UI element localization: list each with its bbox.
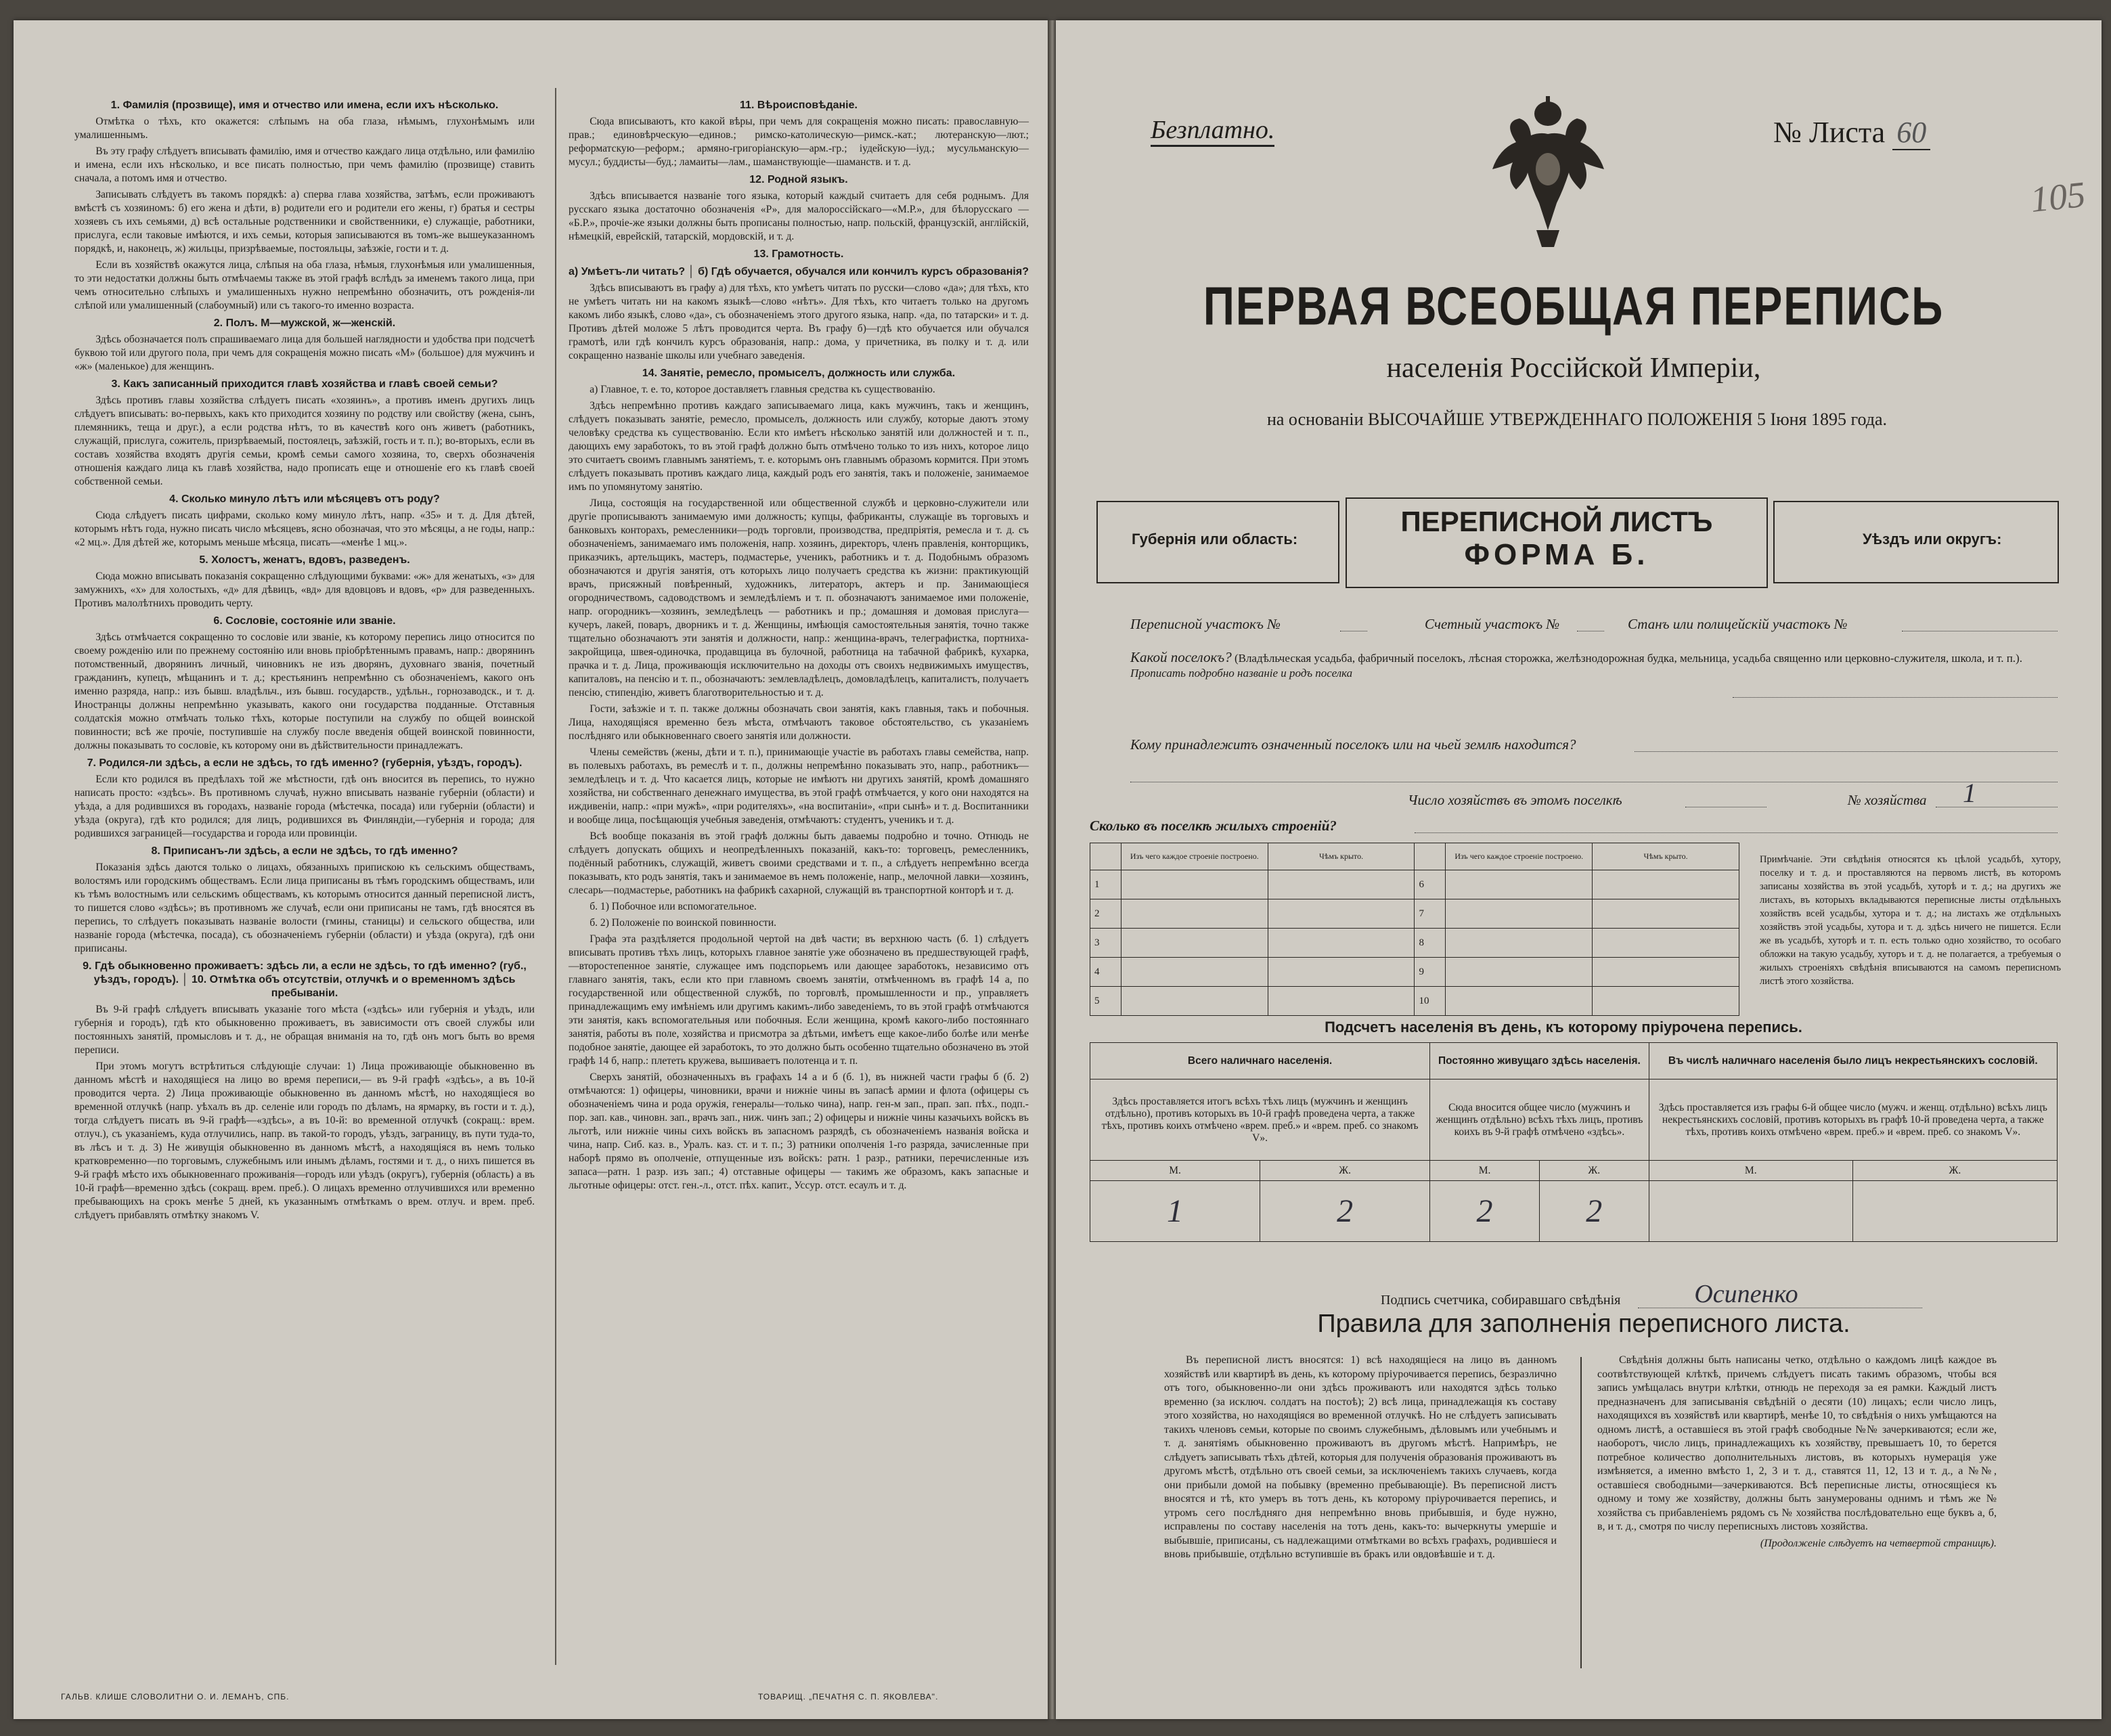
instruction-paragraph: Въ эту графу слѣдуетъ вписывать фамилію, имя и отчество каждаго лица отдѣльно, или фамилію и имена, если ихъ нѣсколько, и все писать полностью, при чемъ фамилію (прозвище) ставить сначала, а потомъ имя и отчество. bbox=[74, 146, 535, 184]
count-m-label: М. bbox=[1090, 1161, 1260, 1181]
row-number-header bbox=[1415, 843, 1446, 870]
section-heading: 3. Какъ записанный приходится главѣ хозяйства и главѣ своей семьи? bbox=[111, 378, 498, 390]
buildings-row bbox=[1090, 987, 1739, 1016]
section-heading: 5. Холостъ, женатъ, вдовъ, разведенъ. bbox=[199, 554, 410, 566]
buildings-table-body bbox=[1090, 843, 1739, 1016]
section-heading: 13. Грамотность. bbox=[753, 248, 844, 260]
rules-text-right bbox=[1597, 1354, 1997, 1551]
buildings-cell[interactable] bbox=[1593, 958, 1739, 987]
buildings-cell[interactable] bbox=[1268, 870, 1415, 899]
form-subtitle: ФОРМА Б. bbox=[1464, 538, 1649, 571]
instruction-paragraph: Въ 9-й графѣ слѣдуетъ вписывать указаніе того мѣста («здѣсь» или губернія и уѣздъ, или губернія и городъ), гдѣ кто обыкновенно проживаетъ, въ зависимости отъ своей службы или постоянныхъ занятій, промысловъ и т. д., не обращая вниманія на то, гдѣ онъ могъ быть во время переписи. bbox=[74, 1004, 535, 1056]
section-heading: 12. Родной языкъ. bbox=[749, 174, 848, 185]
row-number: 6 bbox=[1415, 870, 1446, 899]
instruction-paragraph: б. 1) Побочное или вспомогательное. bbox=[590, 901, 757, 912]
row-number: 1 bbox=[1090, 870, 1121, 899]
rules-title: Правила для заполненія переписного листа. bbox=[1317, 1310, 1850, 1338]
count-total-women[interactable]: 2 bbox=[1260, 1181, 1430, 1242]
buildings-cell[interactable] bbox=[1593, 929, 1739, 958]
buildings-cell[interactable] bbox=[1268, 899, 1415, 929]
row-number: 7 bbox=[1415, 899, 1446, 929]
buildings-cell[interactable] bbox=[1121, 870, 1268, 899]
instruction-paragraph: Отмѣтка о тѣхъ, кто окажется: слѣпымъ на оба глаза, нѣмымъ, глухонѣмымъ или умалишеннымъ. bbox=[74, 116, 535, 141]
row-number: 9 bbox=[1415, 958, 1446, 987]
instruction-paragraph: а) Главное, т. е. то, которое доставляетъ главныя средства къ существованію. bbox=[590, 384, 935, 395]
right-page bbox=[1056, 20, 2102, 1719]
legal-basis: на основаніи ВЫСОЧАЙШЕ УТВЕРЖДЕННАГО ПОЛОЖЕНІЯ 5 Іюня 1895 года. bbox=[1266, 409, 1888, 429]
count-t2: Сюда вносится общее число (мужчинъ и женщинъ отдѣльно) всѣхъ тѣхъ лицъ, противъ коихъ въ 9-й графѣ отмѣчено «здѣсь». bbox=[1430, 1080, 1649, 1161]
households-label: Число хозяйствъ въ этомъ поселкѣ bbox=[1408, 792, 1622, 808]
buildings-cell[interactable] bbox=[1268, 958, 1415, 987]
buildings-row bbox=[1090, 958, 1739, 987]
count-m-label: М. bbox=[1430, 1161, 1540, 1181]
instruction-paragraph: Здѣсь непремѣнно противъ каждаго записываемаго лица, какъ мужчинъ, такъ и женщинъ, слѣдуетъ показывать занятіе, ремесло, промыселъ, должность или службу, которые даютъ этому человѣку средства къ существованію. Если кто имѣетъ нѣсколько занятій или должностей и т. п., дающихъ ему заработокъ, то въ этой графѣ должно быть отмѣчено только то изъ нихъ, которое лицо это считаетъ своимъ главнымъ занятіемъ, т. е. которымъ онъ главнымъ образомъ кормится. При этомъ слѣдуетъ показывать противъ каждаго лица, каждый родъ его занятія, такъ и положеніе, занимаемое имъ по упомянутому занятію. bbox=[569, 400, 1029, 493]
left-page bbox=[14, 20, 1049, 1719]
poselok-hint2: Прописать подробно названіе и родъ поселка bbox=[1130, 667, 1353, 680]
buildings-cell[interactable] bbox=[1268, 929, 1415, 958]
instruction-paragraph: Показанія здѣсь даются только о лицахъ, обязанныхъ припискою къ сельскимъ обществамъ, волостямъ или городскимъ обществамъ. Если лица приписаны въ тѣмъ городскимъ обществамъ, или къ тѣмъ волостнымъ или сельскимъ обществамъ, къ которымъ относится данный переписной листъ, то пишется слово «здѣсь»; въ противномъ же случаѣ, если они приписаны не тамъ, гдѣ вносятся въ перепись, то слѣдуетъ показывать названіе волости (гмины, станицы) и сельского общества, или названіе города (мѣстечка, посада), съ обозначеніемъ губерніи (области) и уѣзда (округа), гдѣ они приписаны. bbox=[74, 862, 535, 954]
count-permanent-women[interactable]: 2 bbox=[1539, 1181, 1649, 1242]
rules-text-left bbox=[1164, 1354, 1557, 1565]
continued-note: (Продолженіе слѣдуетъ на четвертой страницѣ). bbox=[1760, 1537, 1997, 1549]
archive-number: 105 bbox=[2028, 173, 2087, 221]
buildings-header-col3: Изъ чего каждое строеніе построено. bbox=[1446, 843, 1593, 870]
section-heading: а) Умѣетъ-ли читать? │ б) Гдѣ обучается, обучался или кончилъ курсъ образованія? bbox=[569, 266, 1029, 277]
instruction-paragraph: Всѣ вообще показанія въ этой графѣ должны быть даваемы подробно и точно. Отнюдь не слѣдуетъ допускать общихъ и неопредѣленныхъ показаній, какъ-то: торговецъ, ремесленникъ, подённый работникъ, служащій, живетъ своими средствами и т. п., а слѣдуетъ непремѣнно всегда показывать, кто родъ занятія, такъ и занимаемое въ немъ положеніе, напр., мелочной лавки—хозяинъ, слесарь—подмастерье, работникъ на фабрикѣ сахарной, служащій въ транспортной конторѣ и т. д. bbox=[569, 830, 1029, 896]
count-h1: Всего наличнаго населенія. bbox=[1090, 1043, 1430, 1080]
buildings-cell[interactable] bbox=[1121, 958, 1268, 987]
instruction-paragraph: Гости, заѣзжіе и т. п. также должны обозначать свои занятія, какъ главныя, такъ и побочныя. Лица, находящіяся временно безъ мѣста, отмѣчаютъ таковое обстоятельство, съ указаніемъ послѣдняго или обыкновеннаго своего занятія или должности. bbox=[569, 703, 1029, 742]
gubernia-label: Губернія или область: bbox=[1132, 531, 1298, 548]
uezd-field[interactable] bbox=[1773, 501, 2059, 583]
buildings-cell[interactable] bbox=[1446, 987, 1593, 1016]
buildings-cell[interactable] bbox=[1593, 870, 1739, 899]
count-t3: Здѣсь проставляется изъ графы 6-й общее число (мужч. и женщ. отдѣльно) всѣхъ лицъ некрестьянскихъ сословій, противъ которыхъ въ графѣ 10-й проведена черта, а также тѣхъ, противъ коихъ отмѣчено «врем. преб.» и «врем. преб. со знакомъ V». bbox=[1649, 1080, 2057, 1161]
print-footer-right: ТОВАРИЩ. „ПЕЧАТНЯ С. П. ЯКОВЛЕВА". bbox=[758, 1692, 939, 1701]
owner-input[interactable] bbox=[1635, 751, 2058, 752]
buildings-cell[interactable] bbox=[1268, 987, 1415, 1016]
count-m-label: М. bbox=[1649, 1161, 1852, 1181]
row-number: 2 bbox=[1090, 899, 1121, 929]
row-number: 3 bbox=[1090, 929, 1121, 958]
buildings-header-col2: Чѣмъ крыто. bbox=[1268, 843, 1415, 870]
instruction-paragraph: Сюда вписываютъ, кто какой вѣры, при чемъ для сокращенія можно писать: православную—прав.; единовѣрческую—единов.; римско-католическую—римск.-кат.; лютеранскую—лют.; реформатскую—реформ.; армяно-григоріанскую—арм.-гр.; іудейскую—іуд.; мусульманскую—мусул.; буддисты—буд.; ламаиты—лам., шаманствующіе—шаманств. и т. д. bbox=[569, 116, 1029, 168]
sheet-number-value: 60 bbox=[1892, 116, 1930, 150]
instruction-paragraph: Графа эта раздѣляется продольной чертой на двѣ части; въ верхнюю часть (б. 1) слѣдуетъ вписывать противъ тѣхъ лицъ, которыхъ главное занятіе уже обозначено въ предшествующей графѣ,—второстепенное занятіе, служащее имъ подспорьемъ или дающее заработокъ, независимо отъ главнаго занятія, такъ, если кто при главномъ своемъ занятіи, отмѣченномъ въ графѣ 14 а, по государственной или общественной службѣ, по торговлѣ, промышленности и пр., управляетъ принадлежащимъ ему имѣніемъ или другимъ какимъ-либо заведеніемъ, то въ этой графѣ отмѣчаются эти занятія, какъ вспомогательныя или побочныя. Если женщина, кромѣ какого-либо постояннаго занятія, работы въ поле, хозяйства и присмотра за дѣтьми, имѣетъ еще какое-либо болѣе или менѣе подобное занятіе, дающее ей заработокъ, то это должно быть особенно тщательно обозначено въ этой графѣ 14 б, напр.: плететь кружева, вышиваетъ полотенца и т. п. bbox=[569, 933, 1029, 1067]
count-nonpeasant-men[interactable] bbox=[1649, 1181, 1852, 1242]
instruction-paragraph: При этомъ могутъ встрѣтиться слѣдующіе случаи: 1) Лица проживающіе обыкновенно въ данномъ мѣстѣ и находящіеся на лицо во время переписи,— въ 9-й графѣ «здѣсь», а въ 10-й проводится черта. 2) Лица проживающіе обыкновенно въ данномъ мѣстѣ, но находящіеся во временной отлучкѣ (напр. уѣхалъ въ др. селеніе или городъ по дѣламъ, на ярмарку, въ гости и т. д.), тогда слѣдуетъ писать въ 9-й графѣ—«здѣсь», а въ 10-й: во временной отлучкѣ (сокращ.: врем. отлуч.), съ указаніемъ, куда отлучились, напр. въ такой-то городъ, уѣздъ, заграницу, въ пути туда-то, въ лѣсъ и т. д. 3) Не живущія обыкновенно въ данномъ мѣстѣ, а находящіяся въ немъ только кратковременно—по торговымъ, служебнымъ или инымъ дѣламъ, гостями и т. д., о нихъ пишется въ 9-й графѣ мѣсто ихъ обыкновеннаго проживанія—городъ или уѣздъ (округъ), губернія (область) а въ 10-й графѣ—временно здѣсь (сокращ. врем. преб.). О лицахъ временно отлучившихся или временно пребывающихъ на срокъ менѣе 5 дней, къ указаннымъ отмѣткамъ о врем. отлуч. и врем. преб. слѣдуетъ прибавлять отмѣтку знакомъ V. bbox=[74, 1061, 535, 1221]
household-no-label: № хозяйства bbox=[1848, 792, 1927, 808]
count-z-label: Ж. bbox=[1852, 1161, 2057, 1181]
row-number: 8 bbox=[1415, 929, 1446, 958]
buildings-cell[interactable] bbox=[1446, 958, 1593, 987]
count-nonpeasant-women[interactable] bbox=[1852, 1181, 2057, 1242]
instruction-paragraph: Сюда слѣдуетъ писать цифрами, сколько кому минуло лѣтъ, напр. «35» и т. д. Для дѣтей, которымъ нѣтъ года, нужно писать число мѣсяцевъ, ясно обозначая, что это мѣсяцы, а не годы, напр.: «2 мц.». Для дѣтей же, которымъ меньше мѣсяца, писать—«менѣе 1 мц.». bbox=[74, 510, 535, 548]
form-title-box bbox=[1346, 497, 1768, 588]
uezd-label: Уѣздъ или округъ: bbox=[1863, 531, 2002, 548]
buildings-cell[interactable] bbox=[1593, 987, 1739, 1016]
buildings-header-col1: Изъ чего каждое строеніе построено. bbox=[1121, 843, 1268, 870]
section-heading: 2. Полъ. М—мужской, ж—женскій. bbox=[213, 317, 396, 329]
buildings-cell[interactable] bbox=[1446, 870, 1593, 899]
household-no-value: 1 bbox=[1963, 778, 1976, 808]
row-number: 4 bbox=[1090, 958, 1121, 987]
poselok-input[interactable] bbox=[1733, 697, 2058, 698]
sheet-label: № Листа bbox=[1773, 116, 1886, 149]
perepis-uchastok-label: Переписной участокъ № bbox=[1130, 616, 1281, 632]
census-title: ПЕРВАЯ ВСЕОБЩАЯ ПЕРЕПИСЬ bbox=[1203, 275, 1945, 336]
instruction-paragraph: Здѣсь вписываютъ въ графу а) для тѣхъ, кто умѣетъ читать по русски—слово «да»; для тѣхъ, кто не умѣетъ читать ни на какомъ языкѣ—слово «нѣтъ». Для тѣхъ, кто читаетъ только на другомъ какомъ либо языкѣ, слово «да», съ обозначеніемъ этого другого языка, напр. «да, по татарски» и т. д. Противъ дѣтей моложе 5 лѣтъ проводится черта. Въ графу б)—гдѣ кто обучается или обучался грамотѣ, или гдѣ кончилъ курсъ образованія, напр.: дома, у причетника, въ полку и т. д. или сокращенно названіе школы или учебнаго заведенія. bbox=[569, 282, 1029, 361]
instruction-paragraph: Лица, состоящія на государственной или общественной службѣ и церковно-служители или другіе прописываютъ занимаемую ими должность; купцы, фабриканты, служащіе въ торговыхъ и банковыхъ конторахъ, ремесленники—родъ торговли, производства, предпріятія, ремесла и т. д. съ обозначеніемъ, занимаемаго имъ положенія, напр. хозяинъ, директоръ, членъ правленія, конторщикъ, приказчикъ, артельщикъ, мастеръ, подмастерье, ученикъ, работникъ и т. д. Подобнымъ образомъ обозначаются и другія занятія, отъ которыхъ лицо получаетъ средства къ жизни: практикующій врачъ, присяжный повѣренный, художникъ, литераторъ, актеръ и пр. Занимающіеся огородничествомъ, садоводствомъ и земледѣліемъ и т. п. обозначаютъ занимаемое ими положеніе, напр. огородникъ—хозяинъ, земледѣлецъ — работникъ и пр.; домашняя и домовая прислуга—кучеръ, лакей, поваръ, дворникъ и т. д. Женщины, имѣющія самостоятельныя занятія, точно также тщательно обозначаютъ эти занятія и должности, напр.: женщина-врачъ, телеграфистка, портниха-закройщица, швея-одиночка, продавщица въ булочной, работница на табачной фабрикѣ, кухарка, прачка и т. д. Лица, проживающія исключительно на доходы отъ своихъ недвижимыхъ имуществъ, капиталовъ, на пенсію и т. п., обозначаютъ: землевладѣлецъ, домовладѣлецъ, капиталистъ, получаетъ пенсію, стипендію, живетъ благотворительностью и т. д. bbox=[569, 497, 1029, 698]
form-title: ПЕРЕПИСНОЙ ЛИСТЪ bbox=[1400, 506, 1713, 537]
rules-right-paragraph: Свѣдѣнія должны быть написаны четко, отдѣльно о каждомъ лицѣ каждое въ соотвѣтствующей клѣткѣ, причемъ слѣдуетъ писать такимъ образомъ, чтобы вся запись умѣщалась внутри клѣтки, отнюдь не переходя за ея рамки. Каждый листъ предназначенъ для записыванія свѣдѣній о десяти (10) лицахъ; если число лицъ, находящихся въ хозяйствѣ или квартирѣ, менѣе 10, то свѣдѣнія о нихъ умѣщаются на одномъ листѣ, а оставшіеся въ этой графѣ свободные №№ зачеркиваются; если же, наоборотъ, число лицъ, принадлежащихъ къ хозяйству, превышаетъ 10, то берется потребное количество дополнительныхъ листовъ, въ которыхъ нумерація уже измѣняется, а именно вмѣсто 1, 2, 3 и т. д., ставятся 11, 12, 13 и т. д., а №№, оставшіеся свободными—зачеркиваются. Всѣ переписные листы, относящіеся къ одному и тому же хозяйству, должны быть занумерованы однимъ и тѣмъ же № хозяйства съ прибавленіемъ рядомъ съ № хозяйства послѣдовательно еще буквъ а, б, в, и т. д., смотря по числу переписныхъ листовъ хозяйства. bbox=[1597, 1354, 1997, 1532]
count-t1: Здѣсь проставляется итогъ всѣхъ тѣхъ лицъ (мужчинъ и женщинъ отдѣльно), противъ которыхъ въ 10-й графѣ проведена черта, а также тѣхъ, противъ коихъ отмѣчено «врем. преб.» и «врем. преб. со знакомъ V». bbox=[1090, 1080, 1430, 1161]
count-permanent-men[interactable]: 2 bbox=[1430, 1181, 1540, 1242]
count-h3: Въ числѣ наличнаго населенія было лицъ некрестьянскихъ сословій. bbox=[1649, 1043, 2057, 1080]
instruction-paragraph: Члены семействъ (жены, дѣти и т. п.), принимающіе участіе въ работахъ главы семейства, напр. въ полевыхъ работахъ, въ ремеслѣ и т. п., должны непремѣнно показывать это, напр., работникъ—земледѣлецъ и т. д. Что касается лицъ, которые не имѣютъ ни другихъ занятій, кромѣ домашняго хозяйства, ни собственнаго денежнаго имущества, въ этой графѣ отмѣчается, у кого они находятся на иждивеніи, напр.: «при мужѣ», «при родителяхъ», «на воспитаніи», «при сынѣ» и т. д. Воспитанники и вообще лица, посѣщающія учебныя заведенія, отмѣчаютъ: студентъ, ученикъ и т. д. bbox=[569, 747, 1029, 826]
buildings-cell[interactable] bbox=[1121, 899, 1268, 929]
instruction-paragraph: Здѣсь вписывается названіе того языка, который каждый считаетъ для себя роднымъ. Для русскаго языка достаточно обозначенія «Р», для малороссійскаго—«М.Р.», для бѣлорусскаго — «Б.Р.», прочіе-же языки должны быть прописаны полностью, напр. польскій, французскій, англійскій, нѣмецкій, еврейскій, татарскій, мордовскій, и т. д. bbox=[569, 190, 1029, 242]
section-heading: 7. Родился-ли здѣсь, а если не здѣсь, то гдѣ именно? (губернія, уѣздъ, городъ). bbox=[87, 757, 523, 769]
population-count-table bbox=[1090, 1042, 2058, 1242]
print-footer-left: ГАЛЬВ. КЛИШЕ СЛОВОЛИТНИ О. И. ЛЕМАНЪ, СПБ. bbox=[61, 1692, 290, 1701]
stan-label: Станъ или полицейскій участокъ № bbox=[1628, 616, 1848, 632]
instruction-paragraph: Сверхъ занятій, обозначенныхъ въ графахъ 14 а и б (б. 1), въ нижней части графы б (б. 2) отмѣчаются: 1) офицеры, чиновники, врачи и нижніе чины въ запасѣ армии и флота (офицеры съ обозначеніемъ чина и рода оружія, генералы—только чина), напр. ген-м зап., прап. зап. пѣх., подп.-пор. зап. кав., чиновн. зап., врачъ зап., ниж. чинъ зап.; 2) офицеры и нижніе чины казачьихъ войскъ въ льготѣ, или нижніе чины сихъ войскъ въ запасномъ разрядѣ, съ обозначеніемъ названія войска и чина, напр. Сиб. каз. в., Уралъ. каз. ст. и т. п.; 3) ратники ополченія 1-го разряда, зачисленные при наборѣ прямо въ ополченіе, отпущенные изъ войскъ: ратн. 1 разр., ратники, перечисленные изъ запаса—ратн. 1 разр. изъ зап.; 4) отставные офицеры — такимъ же образомъ, какъ запасные и льготные офицеры: отст. ген.-л., отст. пѣх. капит., Уссур. отст. есаулъ и т. д. bbox=[569, 1071, 1029, 1191]
section-heading: 11. Вѣроисповѣданіе. bbox=[740, 99, 858, 111]
count-h2: Постоянно живущаго здѣсь населенія. bbox=[1430, 1043, 1649, 1080]
section-heading: 4. Сколько минуло лѣтъ или мѣсяцевъ отъ роду? bbox=[169, 493, 440, 505]
sheet-number bbox=[1773, 115, 1930, 150]
rules-left-paragraph: Въ переписной листъ вносятся: 1) всѣ находящіеся на лицо въ данномъ хозяйствѣ или квартирѣ въ день, къ которому пріурочивается перепись, безразлично отъ того, обыкновенно-ли они здѣсь проживаютъ или находятся здѣсь только временно (за исключ. солдатъ на постоѣ); 2) всѣ лица, принадлежащія къ составу этого хозяйства, но находящіяся во временной отлучкѣ. Но не слѣдуетъ записывать такихъ членовъ семьи, которые по своимъ служебнымъ, дѣловымъ или учебнымъ и т. д. занятіямъ обыкновенно проживаютъ въ другомъ мѣстѣ. Напримѣръ, не слѣдуетъ записывать тѣхъ дѣтей, которыя для полученія образованія проживаютъ въ другомъ мѣстѣ, отдѣльно отъ своей семьи, за исключеніемъ такихъ случаевъ, когда они прибыли домой на побывку (временно пребывающіе). Въ переписной листъ вносятся и тѣ, кто умеръ въ тотъ день, къ которому пріурочивается перепись, и утромъ сего послѣдняго дня непремѣнно вновь прибывшія, и буде нужно, исправлены по составу населенія на тотъ день, какъ-то: вычеркнуты умершіе и выбывшіе, приписаны, съ надлежащими отмѣтками во всѣхъ графахъ, родившіеся и вновь прибывшіе, отдѣльно вступившіе въ бракъ или овдовѣвшіе и т. д. bbox=[1164, 1354, 1557, 1560]
instruction-paragraph: Здѣсь отмѣчается сокращенно то сословіе или званіе, къ которому перепись лицо относится по своему рожденію или по прежнему состоянію или вновь пріобрѣтеннымъ правамъ, напр.: дворянинъ потомственный, дворянинъ личный, чиновникъ не изъ дворянъ, духовнаго званія, почетный гражданинъ, купецъ, мѣщанинъ и т. д.; крестьянинъ непремѣнно съ обозначеніемъ, какого онъ именно разряда, напр.: изъ бывш. владѣльч., изъ бывш. государств., удѣльн., горнозаводск., и т. д. Иностранцы должны непремѣнно указывать, какого они государства подданные. Отставныя солдатскія можно отмѣчать только тѣхъ, которые поступили на службу по общей воинской повинности; всѣ же прочіе, поступившіе на службу после введенія общей воинской повинности, должны показывать то сословіе, къ которому они въ дѣйствительности принадлежатъ. bbox=[74, 631, 535, 751]
section-heading: 6. Сословіе, состояніе или званіе. bbox=[213, 615, 396, 627]
poselok-q: Какой поселокъ? bbox=[1130, 649, 1232, 665]
buildings-row bbox=[1090, 899, 1739, 929]
instruction-paragraph: Сюда можно вписывать показанія сокращенно слѣдующими буквами: «ж» для женатыхъ, «з» для замужнихъ, «х» для холостыхъ, «д» для дѣвицъ, «вд» для вдовцовъ и вдовъ, «р» для разведенныхъ. Противъ малолѣтнихъ проводить черту. bbox=[74, 571, 535, 609]
poselok-question bbox=[1130, 650, 2058, 681]
signature: Осипенко bbox=[1694, 1280, 1798, 1308]
buildings-label: Сколько въ поселкѣ жилыхъ строеній? bbox=[1090, 818, 1337, 834]
buildings-note: Примѣчаніе. Эти свѣдѣнія относятся къ цѣлой усадьбѣ, хутору, поселку и т. д. и проставляются на первомъ листѣ, въ которомъ записаны хозяйства въ этой усадьбѣ, хуторѣ и т. д.; на другихъ же листахъ, въ которыхъ вкладываются переписные листы отдѣльныхъ хозяйствъ всей усадьбы, хутора и т. д.; на листахъ же отдѣльныхъ хозяйствъ этой усадьбы, хутора и т. д. здѣсь ничего не пишется. Если же въ усадьбѣ, хуторѣ и т. п. есть только одно хозяйство, то особаго обложки на такую усадьбу, хуторъ и т. д. не полагается, а требуемыя о жилыхъ строеніяхъ свѣдѣнія вписываются на самомъ переписномъ листѣ этого хозяйства. bbox=[1760, 854, 2061, 987]
count-z-label: Ж. bbox=[1539, 1161, 1649, 1181]
buildings-cell[interactable] bbox=[1446, 929, 1593, 958]
buildings-row bbox=[1090, 870, 1739, 899]
section-heading: 14. Занятіе, ремесло, промыселъ, должность или служба. bbox=[642, 368, 956, 379]
instruction-paragraph: Если въ хозяйствѣ окажутся лица, слѣпыя на оба глаза, нѣмыя, глухонѣмыя или умалишенныя, то эти недостатки должны быть отмѣчаемы также въ этой графѣ вслѣдъ за именемъ такого лица, при чемъ относительно слѣпыхъ и умалишенныхъ нужно непремѣнно обозначить, отъ рожденія-ли слѣпой или умалишенный (слабоумный) или съ такого-то именно возраста. bbox=[74, 259, 535, 311]
instruction-paragraph: Здѣсь противъ главы хозяйства слѣдуетъ писать «хозяинъ», а противъ именъ другихъ лицъ слѣдуетъ вписывать: во-первыхъ, какъ кто приходится хозяину по родству или свойству (жена, сынъ, племянникъ, теща и друг.), а если родства нѣтъ, то въ качествѣ кого онъ живетъ (работникъ, служащій, прислуга, сожитель, призрѣваемый, постоялецъ, заѣзжій, гость и т. п.); во-вторыхъ, если въ составъ хозяйства входятъ другія семьи, кромѣ семьи самого хозяина, то, сверхъ обозначенія отношенія каждаго лица къ главѣ хозяйства, надо прописать еще и отношеніе его къ главѣ своей собственной семьи. bbox=[74, 395, 535, 487]
row-number: 5 bbox=[1090, 987, 1121, 1016]
section-heading: 8. Приписанъ-ли здѣсь, а если не здѣсь, то гдѣ именно? bbox=[151, 845, 458, 857]
signature-label: Подпись счетчика, собиравшаго свѣдѣнія bbox=[1381, 1293, 1621, 1308]
instructions-column-1 bbox=[74, 95, 535, 1225]
instruction-paragraph: Здѣсь обозначается полъ спрашиваемаго лица для большей наглядности и удобства при подсчетѣ буквою той или другого пола, при чемъ для сокращенія можно писать «М» (большое) для мужчинъ и «ж» (маленькое) для женщинъ. bbox=[74, 334, 535, 372]
count-title: Подсчетъ населенія въ день, къ которому пріурочена перепись. bbox=[1325, 1019, 1802, 1036]
owner-question: Кому принадлежитъ означенный поселокъ или на чьей землѣ находится? bbox=[1130, 736, 1576, 753]
section-heading: 9. Гдѣ обыкновенно проживаетъ: здѣсь ли, а если не здѣсь, то гдѣ именно? (губ., уѣздъ, городъ). │ 10. Отмѣтка объ отсутствіи, отлучкѣ и о временномъ здѣсь пребываніи. bbox=[83, 960, 527, 999]
buildings-header-col4: Чѣмъ крыто. bbox=[1593, 843, 1739, 870]
buildings-cell[interactable] bbox=[1593, 899, 1739, 929]
instruction-paragraph: б. 2) Положеніе по воинской повинности. bbox=[590, 917, 777, 929]
poselok-hint: (Владѣльческая усадьба, фабричный поселокъ, лѣсная сторожка, желѣзнодорожная будка, мельница, усадьба священно или церковно-служителя, школа, и т. п.). bbox=[1234, 652, 2022, 665]
instruction-paragraph: Если кто родился въ предѣлахъ той же мѣстности, гдѣ онъ вносится въ перепись, то нужно написать просто: «здѣсь». Въ противномъ случаѣ, нужно вписывать названіе губерніи (области) и уѣзда, а для родившихся въ городахъ, названіе города (мѣстечка, посада) или губерніи (области) и уѣзда (округа), гдѣ кто родился; для лицъ, родившихся въ Финляндіи,—губернія и города; для родившихся заграницей—государства и города или провинціи. bbox=[74, 774, 535, 839]
buildings-cell[interactable] bbox=[1446, 899, 1593, 929]
schetny-uchastok-label: Счетный участокъ № bbox=[1425, 616, 1560, 632]
count-total-men[interactable]: 1 bbox=[1090, 1181, 1260, 1242]
buildings-cell[interactable] bbox=[1121, 929, 1268, 958]
buildings-table bbox=[1090, 843, 1739, 1016]
section-heading: 1. Фамилія (прозвище), имя и отчество или имена, если ихъ нѣсколько. bbox=[110, 99, 499, 111]
census-subtitle: населенія Россійской Имперіи, bbox=[1386, 353, 1761, 384]
instructions-column-2 bbox=[569, 95, 1029, 1195]
buildings-cell[interactable] bbox=[1121, 987, 1268, 1016]
count-z-label: Ж. bbox=[1260, 1161, 1430, 1181]
buildings-row bbox=[1090, 929, 1739, 958]
row-number-header bbox=[1090, 843, 1121, 870]
column-divider bbox=[555, 88, 556, 1665]
gubernia-field[interactable] bbox=[1096, 501, 1339, 583]
double-headed-eagle-emblem-icon bbox=[1489, 95, 1607, 250]
free-label: Безплатно. bbox=[1151, 115, 1274, 147]
buildings-input[interactable] bbox=[1415, 832, 2058, 833]
rules-divider bbox=[1580, 1357, 1582, 1668]
instruction-paragraph: Записывать слѣдуетъ въ такомъ порядкѣ: а) сперва глава хозяйства, затѣмъ, если проживаютъ вмѣстѣ съ хозяиномъ: б) его жена и дѣти, в) родители его и родители его жены, г) братья и сестры хозяевъ съ ихъ семьями, д) всѣ остальные родственники и свойственники, е) служащіе, работники, прислуга, если таковые имѣются, и ихъ семьи, которыя записываются въ томъ-же вышеуказанномъ порядкѣ, и, наконецъ, ж) жильцы, призрѣваемые, постояльцы, заѣзжіе, гости и т. д. bbox=[74, 189, 535, 254]
row-number: 10 bbox=[1415, 987, 1446, 1016]
